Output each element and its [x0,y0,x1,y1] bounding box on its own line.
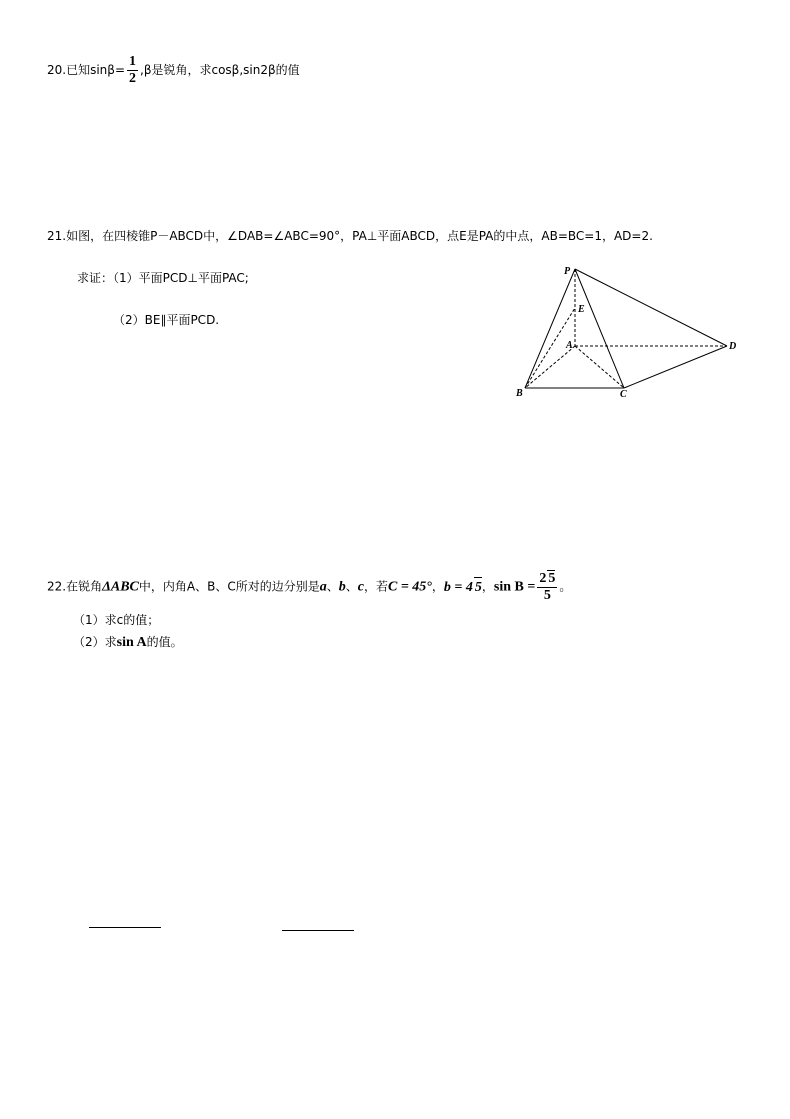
q22-b-value [444,580,482,595]
q22-sinA: sin A [116,635,147,650]
question-21-part1: 求证：（1）平面PCD⊥平面PAC; [77,271,249,285]
question-22-part2 [73,634,183,651]
q22-num-sqrt: 5 [548,571,556,586]
q22-angle-c: C = 45° [387,579,432,595]
q22-fraction-denominator: 5 [543,588,551,603]
question-22-stem [47,570,571,604]
q22-fraction-numerator [537,570,557,588]
edge-PD [575,269,727,346]
q22-sep2: 、 [345,579,358,594]
q20-fraction [127,54,138,87]
q20-rest: ,β是锐角，求cosβ,sin2β的值 [140,63,300,77]
q22-end: 。 [559,579,572,594]
q22-prefix: 22.在锐角 [47,579,103,594]
q22-b-eq: b = 4 [443,579,473,595]
answer-blank-2 [282,930,354,931]
q22-part2-prefix: （2）求 [73,635,117,649]
edge-PC [575,269,624,388]
pyramid-figure [505,258,755,403]
label-D: D [729,341,737,352]
label-A: A [566,340,573,351]
q22-fraction [537,570,557,604]
label-C: C [620,389,627,400]
edge-AB [525,346,575,388]
q20-fraction-denominator: 2 [129,71,136,86]
question-21-part2: （2）BE∥平面PCD. [113,313,220,327]
q22-comma1: ， [431,579,444,594]
answer-blank-1 [89,927,161,928]
q22-part2-suffix: 的值。 [146,635,183,649]
q22-comma2: ， [481,579,494,594]
q22-side-a: a [319,579,327,595]
q22-side-c: c [357,579,364,595]
q20-fraction-numerator: 1 [129,54,136,69]
question-21-stem: 21.如图，在四棱锥P－ABCD中，∠DAB=∠ABC=90°，PA⊥平面ABCD，点E是PA的中点，AB=BC=1，AD=2. [47,229,653,243]
edge-AC [575,346,624,388]
q22-sep1: 、 [326,579,339,594]
question-20 [47,54,300,87]
label-B: B [516,388,523,399]
q22-triangle: ΔABC [102,579,139,595]
q22-mid1: 中，内角A、B、C所对的边分别是 [138,579,320,594]
edge-CD [624,346,727,388]
q20-prefix: 20.已知 [47,63,91,77]
q22-sinB: sin B = [493,579,536,595]
q22-mid2: ，若 [363,579,388,594]
label-P: P [564,266,571,277]
question-22-part1: （1）求c的值； [73,613,160,627]
q22-side-b: b [338,579,346,595]
q20-sin-beta: sinβ= [90,63,125,77]
q22-sqrt5: 5 [474,577,482,598]
edge-PB [525,269,575,388]
label-E: E [578,304,585,315]
q22-num-coef: 2 [539,571,547,586]
